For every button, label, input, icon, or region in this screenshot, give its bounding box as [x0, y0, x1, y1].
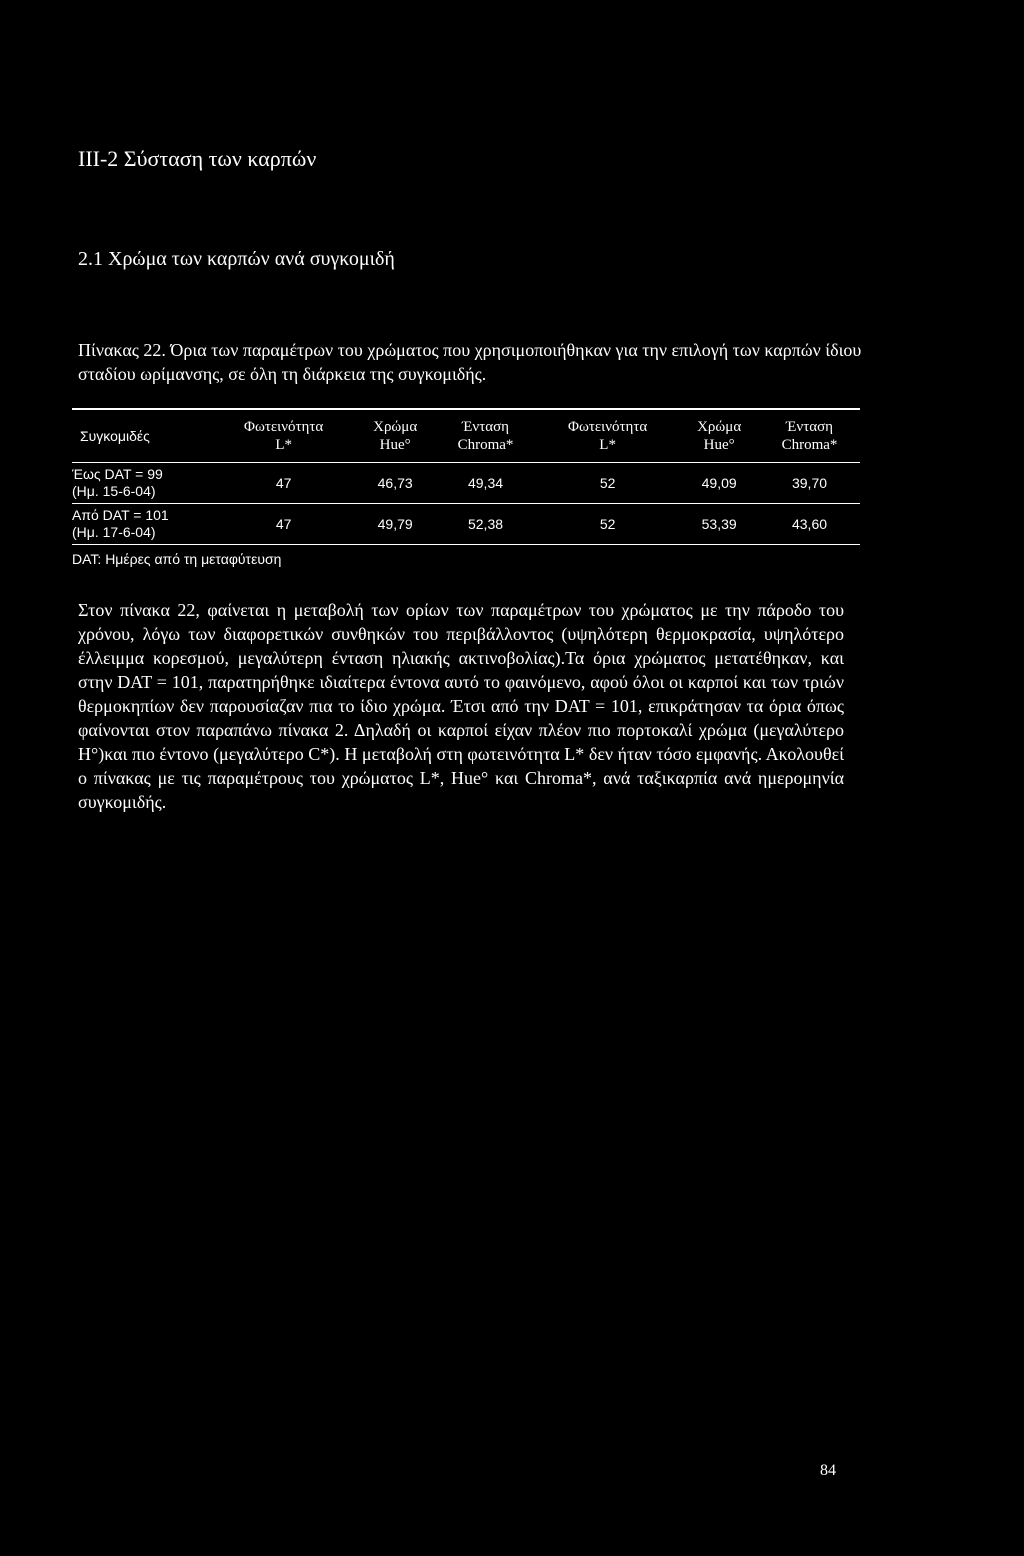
- page-number: 84: [820, 1462, 836, 1479]
- header-cell: Ένταση Chroma*: [435, 410, 536, 463]
- row-label: Από DAT = 101 (Ημ. 17-6-04): [72, 504, 212, 545]
- table-row: [72, 463, 860, 504]
- table-cell: 49,34: [435, 463, 536, 504]
- header-cell: Χρώμα Hue°: [355, 410, 435, 463]
- row-label: Έως DAT = 99 (Ημ. 15-6-04): [72, 463, 212, 504]
- subsection-title: 2.1 Χρώμα των καρπών ανά συγκομιδή: [78, 248, 395, 270]
- table-footnote: DAT: Ημέρες από τη μεταφύτευση: [72, 551, 282, 567]
- table-cell: 47: [212, 504, 355, 545]
- table-caption: Πίνακας 22. Όρια των παραμέτρων του χρώματος που χρησιμοποιήθηκαν για την επιλογή των καρπών ίδιου σταδίου ωρίμανσης, σε όλη τη διάρκεια της συγκομιδής.: [78, 340, 862, 384]
- header-cell: Χρώμα Hue°: [679, 410, 759, 463]
- header-cell: Ένταση Chroma*: [759, 410, 860, 463]
- table-cell: 47: [212, 463, 355, 504]
- table-cell: 49,09: [679, 463, 759, 504]
- table-cell: 39,70: [759, 463, 860, 504]
- table-cell: 52,38: [435, 504, 536, 545]
- header-cell: Φωτεινότητα L*: [212, 410, 355, 463]
- table-cell: 52: [536, 463, 679, 504]
- color-limits-table: [72, 408, 860, 545]
- body-paragraph: Στον πίνακα 22, φαίνεται η μεταβολή των ορίων των παραμέτρων του χρώματος με την πάροδο του χρόνου, λόγω των διαφορετικών συνθηκών του περιβάλλοντος (υψηλότερη θερμοκρασία, υψηλότερο έλλειμμα κορεσμού, μεγαλύτερη ένταση ηλιακής ακτινοβολίας).Τα όρια χρώματος μετατέθηκαν, και στην DAT = 101, παρατηρήθηκε ιδιαίτερα έντονα αυτό το φαινόμενο, αφού όλοι οι καρποί και των τριών θερμοκηπίων δεν παρουσίαζαν πια το ίδιο χρώμα. Έτσι από την DAT = 101, επικράτησαν τα όρια όπως φαίνονται στον παραπάνω πίνακα 2. Δηλαδή οι καρποί είχαν πλέον πιο πορτοκαλί χρώμα (μεγαλύτερο H°)και πιο έντονο (μεγαλύτερο C*). Η μεταβολή στη φωτεινότητα L* δεν ήταν τόσο εμφανής. Ακολουθεί ο πίνακας με τις παραμέτρους του χρώματος L*, Hue° και Chroma*, ανά ταξικαρπία ανά ημερομηνία συγκομιδής.: [78, 600, 844, 812]
- table-cell: 46,73: [355, 463, 435, 504]
- table-cell: 43,60: [759, 504, 860, 545]
- table-cell: 53,39: [679, 504, 759, 545]
- table-cell: 52: [536, 504, 679, 545]
- color-limits-table-container: [72, 408, 860, 567]
- table-cell: 49,79: [355, 504, 435, 545]
- body-text: [78, 598, 844, 814]
- section-title: III-2 Σύσταση των καρπών: [78, 146, 317, 171]
- header-cell: Φωτεινότητα L*: [536, 410, 679, 463]
- table-row: [72, 504, 860, 545]
- corner-label: Συγκομιδές: [72, 410, 212, 463]
